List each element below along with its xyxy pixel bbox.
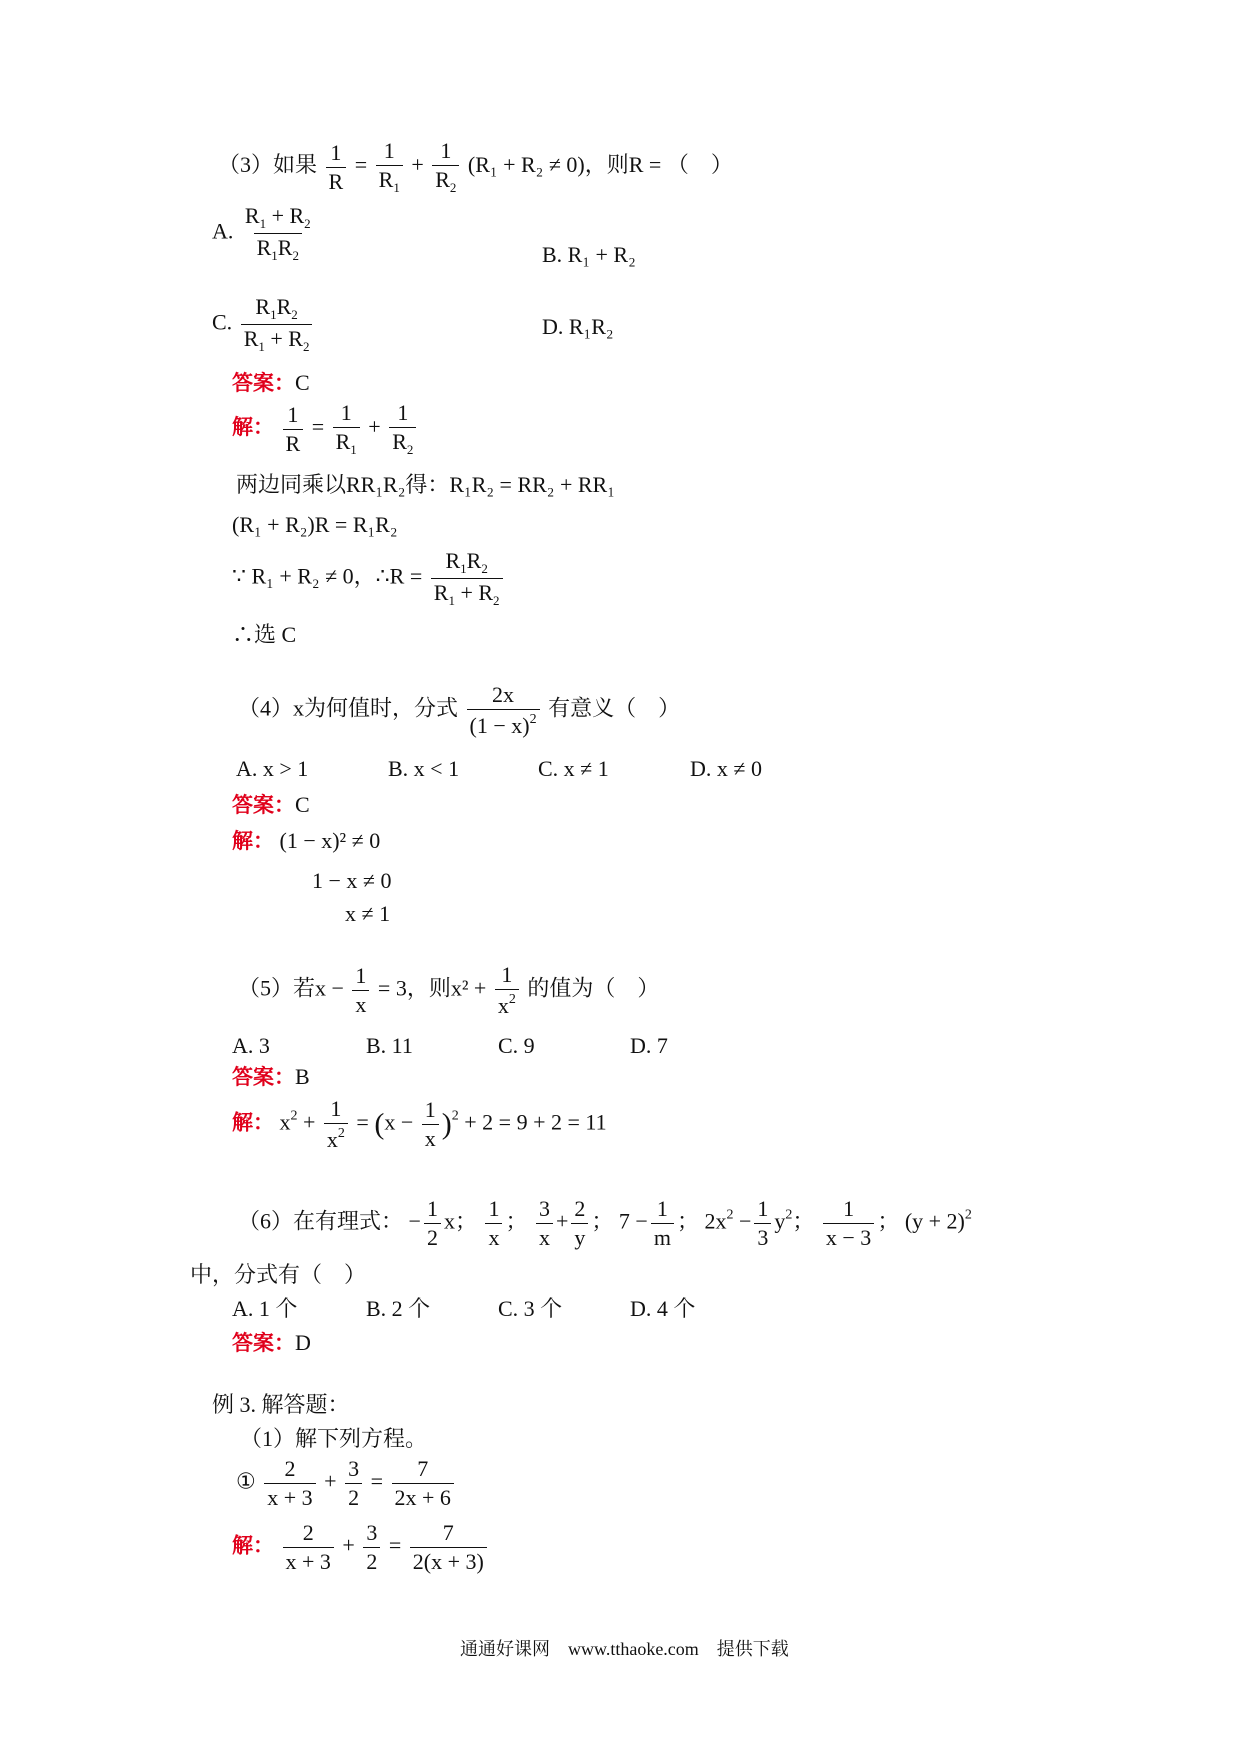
q4-option-c: C. x ≠ 1 xyxy=(538,756,609,781)
q5-answer: 答案：B xyxy=(232,1064,310,1089)
example3-equation: ① $\frac{2}{x + 3}$ + $\frac{3}{2}$ = $\frac{7}{2x + 6}$ xyxy=(236,1458,457,1509)
q3-frac-1-over-r2: $\frac{1}{R_2}$ xyxy=(432,140,459,194)
q4-solution-3: x ≠ 1 xyxy=(345,901,391,926)
q4-solution-2: 1 − x ≠ 0 xyxy=(312,868,392,893)
q3-option-c: C. $\frac{R_1R_2}{R_1 + R_2}$ xyxy=(212,296,315,353)
q5-option-c: C. 9 xyxy=(498,1033,535,1058)
q3-option-d: D. R₁R₂ xyxy=(542,314,614,339)
q3-label: （3）如果 xyxy=(218,152,318,178)
q3-frac-1-over-r1: $\frac{1}{R_1}$ xyxy=(376,140,403,194)
example3-title: 例 3. 解答题： xyxy=(212,1392,350,1417)
q3-option-b: B. R₁ + R₂ xyxy=(542,242,636,267)
q6-answer: 答案：D xyxy=(232,1330,311,1355)
q5-question: （5）若x − $\frac{1}{x}$ = 3，则x² + $\frac{1}{x^2}$ 的值为（ ） xyxy=(238,962,660,1018)
q3-solution-1: 解： $\frac{1}{R}$ = $\frac{1}{R_1}$ + $\frac{1}{R_2}$ xyxy=(232,402,419,456)
q3-solution-4: ∵ R₁ + R₂ ≠ 0，∴R = $\frac{R_1R_2}{R_1 + R_2}$ xyxy=(232,550,506,607)
q4-answer: 答案：C xyxy=(232,792,310,817)
q6-question: （6）在有理式： − $\frac{1}{2}$ x； $\frac{1}{x}$ ； $\frac{3}{x}$ + $\frac{2}{y}$ ； 7 − $\frac{1}{m}$ ； $2x^2$ − $\frac{1}{3}$ $y^2$； $\frac{1}{x - 3}$ ； $(y + 2)^2$ xyxy=(238,1196,972,1250)
q5-solution: 解： $x^2$ + $\frac{1}{x^2}$ = (x − $\frac{1}{x}$ )$^2$ + 2 = 9 + 2 = 11 xyxy=(232,1096,607,1152)
example3-solution: 解： $\frac{2}{x + 3}$ + $\frac{3}{2}$ = $\frac{7}{2(x + 3)}$ xyxy=(232,1522,490,1573)
q4-question: （4）x为何值时，分式 $\frac{2x}{(1 - x)^2}$ 有意义（ ） xyxy=(238,682,681,738)
q6-option-a: A. 1 个 xyxy=(232,1296,298,1321)
q3-condition: (R₁ + R₂ ≠ 0)，则R = （ ） xyxy=(467,152,733,178)
q6-option-c: C. 3 个 xyxy=(498,1296,563,1321)
q5-option-a: A. 3 xyxy=(232,1033,270,1058)
q4-solution-1: 解： (1 − x)² ≠ 0 xyxy=(232,828,381,853)
q5-option-b: B. 11 xyxy=(366,1033,413,1058)
q3-option-a: A. $\frac{R_1 + R_2}{R_1R_2}$ xyxy=(212,203,311,263)
q3-frac-1-over-r: $\frac{1}{R}$ xyxy=(326,142,347,193)
page-footer: 通通好课网 www.tthaoke.com 提供下载 xyxy=(460,1639,789,1659)
q5-option-d: D. 7 xyxy=(630,1033,668,1058)
q3-question: （3）如果 $\frac{1}{R}$ = $\frac{1}{R_1}$ + $\frac{1}{R_2}$ (R₁ + R₂ ≠ 0)，则R = （ ） xyxy=(218,138,733,195)
q3-solution-2: 两边同乘以RR₁R₂得：R₁R₂ = RR₂ + RR₁ xyxy=(236,472,615,497)
q6-question-line2: 中，分式有（ ） xyxy=(190,1262,367,1287)
q6-option-d: D. 4 个 xyxy=(630,1296,696,1321)
example3-subtitle: （1）解下列方程。 xyxy=(240,1426,428,1451)
q3-solution-3: (R₁ + R₂)R = R₁R₂ xyxy=(232,512,398,537)
q4-fraction: $\frac{2x}{(1 - x)^2}$ xyxy=(467,684,540,737)
q4-option-b: B. x < 1 xyxy=(388,756,460,781)
q6-option-b: B. 2 个 xyxy=(366,1296,431,1321)
q3-answer: 答案：C xyxy=(232,370,310,395)
q4-option-d: D. x ≠ 0 xyxy=(690,756,762,781)
q3-solution-5: ∴选 C xyxy=(232,622,297,647)
q4-option-a: A. x > 1 xyxy=(236,756,309,781)
